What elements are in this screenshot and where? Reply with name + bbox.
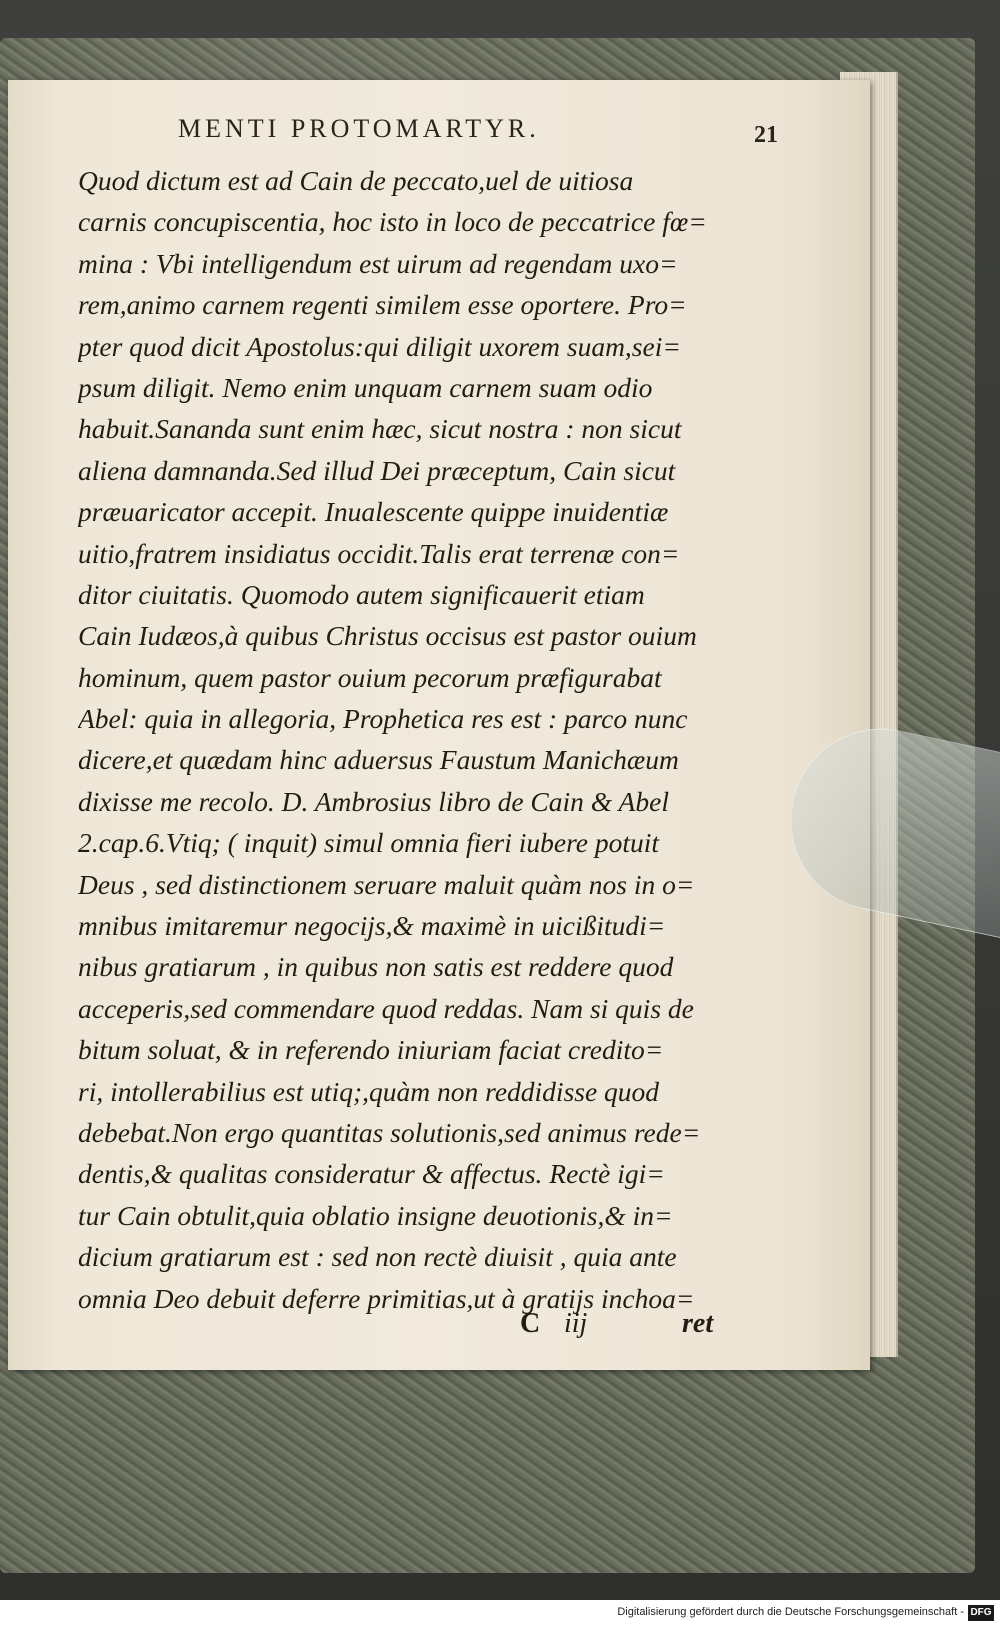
dfg-logo: DFG (968, 1605, 994, 1621)
text-line: ri, intollerabilius est utiq;,quàm non reddidisse quod (78, 1075, 660, 1107)
footer-bar (0, 1600, 1000, 1628)
text-line: Deus , sed distinctionem seruare maluit quàm nos in o= (78, 868, 695, 900)
text-line: dentis,& qualitas consideratur & affectus. Rectè igi= (78, 1158, 665, 1190)
signature-mark: C (520, 1308, 541, 1339)
text-line: carnis concupiscentia, hoc isto in loco de peccatrice fœ= (78, 206, 707, 238)
text-line: psum diligit. Nemo enim unquam carnem suam odio (78, 371, 653, 403)
text-line: rem,animo carnem regenti similem esse oportere. Pro= (78, 289, 687, 321)
text-line: acceperis,sed commendare quod reddas. Nam si quis de (78, 992, 694, 1024)
text-line: ditor ciuitatis. Quomodo autem significauerit etiam (78, 578, 645, 610)
text-line: tur Cain obtulit,quia oblatio insigne deuotionis,& in= (78, 1199, 673, 1231)
text-line: mnibus imitaremur negocijs,& maximè in uicißitudi= (78, 910, 666, 942)
running-head: MENTI PROTOMARTYR. (178, 114, 540, 143)
text-line: 2.cap.6.Vtiq; ( inquit) simul omnia fieri iubere potuit (78, 827, 660, 859)
signature-line (78, 1308, 758, 1348)
text-line: hominum, quem pastor ouium pecorum præfigurabat (78, 661, 662, 693)
book-page (8, 80, 870, 1370)
text-line: debebat.Non ergo quantitas solutionis,sed animus rede= (78, 1116, 701, 1148)
text-line: pter quod dicit Apostolus:qui diligit uxorem suam,sei= (78, 330, 681, 362)
text-line: Abel: quia in allegoria, Prophetica res est : parco nunc (78, 703, 688, 735)
text-line: nibus gratiarum , in quibus non satis est reddere quod (78, 951, 674, 983)
funding-credit: Digitalisierung gefördert durch die Deutsche Forschungsgemeinschaft - (617, 1606, 964, 1618)
catchword: ret (682, 1308, 714, 1339)
text-line: omnia Deo debuit deferre primitias,ut à gratijs inchoa= (78, 1282, 695, 1314)
text-line: dicium gratiarum est : sed non rectè diuisit , quia ante (78, 1241, 677, 1273)
signature-number: iij (564, 1308, 588, 1339)
text-line: Quod dictum est ad Cain de peccato,uel de uitiosa (78, 165, 634, 196)
text-line: præuaricator accepit. Inualescente quippe inuidentiæ (78, 496, 669, 528)
text-line: dicere,et quædam hinc aduersus Faustum Manichæum (78, 744, 679, 776)
page-text (78, 160, 758, 1319)
text-line: habuit.Sananda sunt enim hæc, sicut nostra : non sicut (78, 413, 682, 445)
text-line: aliena damnanda.Sed illud Dei præceptum, Cain sicut (78, 454, 676, 486)
text-line: uitio,fratrem insidiatus occidit.Talis erat terrenæ con= (78, 537, 680, 569)
text-line: mina : Vbi intelligendum est uirum ad regendam uxo= (78, 247, 678, 279)
page-number: 21 (754, 122, 778, 148)
text-line: bitum soluat, & in referendo iniuriam faciat credito= (78, 1034, 664, 1066)
text-line: dixisse me recolo. D. Ambrosius libro de Cain & Abel (78, 785, 669, 817)
text-line: Cain Iudæos,à quibus Christus occisus est pastor ouium (78, 620, 697, 652)
